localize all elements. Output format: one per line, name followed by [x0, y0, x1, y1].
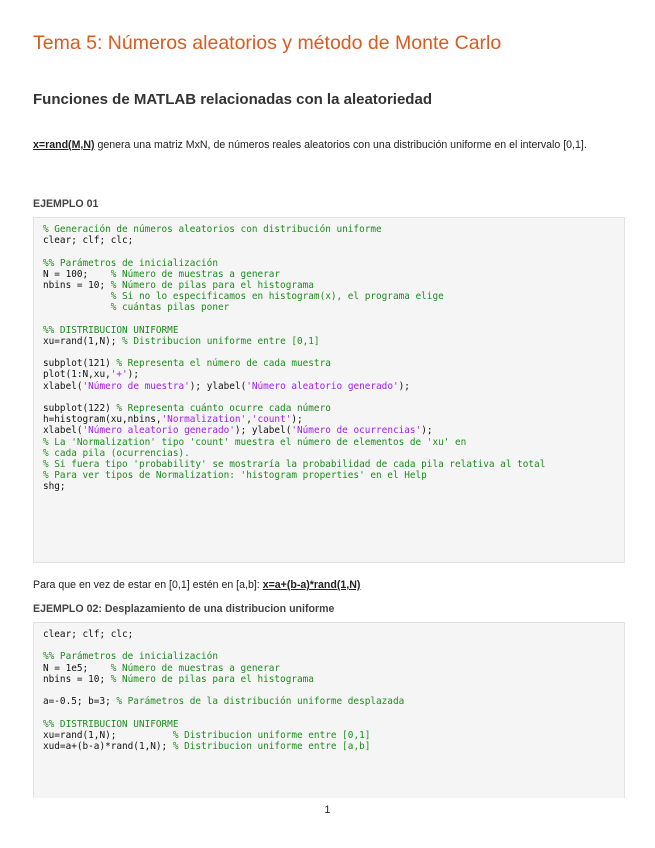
- code-comment: % La 'Normalization' tipo 'count' muestra el número de elementos de 'xu' en: [43, 436, 467, 448]
- code-line: [43, 381, 624, 392]
- code-comment: % Si no lo especificamos en histogram(x), el programa elige: [110, 291, 444, 303]
- code-string: 'Número de muestra': [82, 380, 190, 392]
- example-01-label: EJEMPLO 01: [33, 198, 99, 210]
- code-comment: % Número de pilas para el histograma: [110, 673, 314, 685]
- code-text: shg;: [43, 481, 66, 493]
- code-line: [43, 437, 624, 448]
- code-comment: %% Parámetros de inicialización: [43, 651, 218, 663]
- code-line: [43, 392, 624, 403]
- page-number: 1: [324, 804, 331, 816]
- code-text: N = 1e5;: [43, 662, 111, 674]
- code-text: );: [291, 414, 303, 426]
- code-comment: % cuántas pilas poner: [110, 302, 230, 314]
- code-comment: % Representa cuánto ocurre cada número: [116, 403, 331, 414]
- code-string: 'Número de ocurrencias': [291, 425, 422, 437]
- code-comment: % cada pila (ocurrencias).: [43, 447, 190, 459]
- code-text: N = 100;: [43, 268, 111, 280]
- code-line: [43, 347, 624, 358]
- example-02-label: EJEMPLO 02: Desplazamiento de una distribucion uniforme: [33, 603, 335, 615]
- code-text: ); ylabel(: [189, 380, 247, 392]
- code-line: [43, 246, 624, 257]
- code-line: [43, 663, 624, 674]
- code-string: 'Normalization': [161, 414, 247, 426]
- code-text: xu=rand(1,N);: [43, 335, 123, 347]
- code-line: [43, 629, 624, 640]
- code-line: [43, 336, 624, 347]
- code-comment: % Si fuera tipo 'probability' se mostraría la probabilidad de cada pila relativa al total: [43, 458, 546, 470]
- code-text: nbins = 10;: [43, 279, 111, 291]
- code-text: );: [421, 425, 433, 437]
- code-comment: % Para ver tipos de Normalization: 'histogram properties' en el Help: [43, 470, 427, 482]
- code-comment: % Distribucion uniforme entre [0,1]: [172, 729, 371, 741]
- code-comment: % Número de muestras a generar: [110, 662, 281, 674]
- code-string: '+': [110, 369, 128, 381]
- code-text: clear; clf; clc;: [43, 235, 134, 247]
- code-comment: % Número de pilas para el histograma: [110, 279, 314, 291]
- code-text: subplot(122): [43, 403, 117, 414]
- code-line: [43, 640, 624, 651]
- code-text: ,: [246, 414, 252, 426]
- code-text: h=histogram(xu,nbins,: [43, 414, 162, 426]
- code-line: [43, 651, 624, 662]
- code-text: clear; clf; clc;: [43, 629, 134, 640]
- code-text: nbins = 10;: [43, 673, 111, 685]
- code-line: [43, 481, 624, 492]
- code-text: xlabel(: [43, 425, 83, 437]
- code-text: );: [127, 369, 139, 381]
- code-line: [43, 302, 624, 313]
- code-block-example-01: [33, 217, 625, 563]
- code-comment: % Generación de números aleatorios con distribución uniforme: [43, 224, 382, 235]
- code-text: [43, 291, 111, 302]
- code-line: [43, 414, 624, 425]
- intro-text: genera una matriz MxN, de números reales aleatorios con una distribución uniforme en el intervalo [0,1].: [94, 139, 587, 151]
- code-line: [43, 741, 624, 752]
- code-comment: %% DISTRIBUCION UNIFORME: [43, 718, 179, 730]
- code-text: a=-0.5; b=3;: [43, 696, 117, 708]
- code-text: subplot(121): [43, 358, 117, 370]
- code-line: [43, 470, 624, 481]
- code-line: [43, 685, 624, 696]
- shift-paragraph: [33, 577, 360, 594]
- code-line: [43, 707, 624, 718]
- code-line: [43, 719, 624, 730]
- code-line: [43, 403, 624, 414]
- code-block-example-02: [33, 622, 625, 798]
- shift-formula: x=a+(b-a)*rand(1,N): [262, 579, 361, 591]
- code-line: [43, 325, 624, 336]
- code-comment: %% Parámetros de inicialización: [43, 257, 218, 269]
- code-line: [43, 291, 624, 302]
- code-line: [43, 314, 624, 325]
- code-text: );: [398, 380, 410, 392]
- code-line: [43, 224, 624, 235]
- code-comment: % Representa el número de cada muestra: [116, 358, 331, 370]
- code-string: 'count': [251, 414, 292, 426]
- shift-text: Para que en vez de estar en [0,1] estén en [a,b]:: [33, 579, 263, 591]
- code-line: [43, 235, 624, 246]
- code-line: [43, 674, 624, 685]
- code-line: [43, 425, 624, 436]
- code-comment: % Número de muestras a generar: [110, 268, 281, 280]
- code-comment: % Distribucion uniforme entre [a,b]: [172, 740, 371, 752]
- code-text: ); ylabel(: [234, 425, 292, 437]
- section-title: Funciones de MATLAB relacionadas con la aleatoriedad: [33, 91, 432, 108]
- code-text: xu=rand(1,N);: [43, 729, 173, 741]
- code-comment: %% DISTRIBUCION UNIFORME: [43, 324, 179, 336]
- code-string: 'Número aleatorio generado': [82, 425, 235, 437]
- code-line: [43, 358, 624, 369]
- code-line: [43, 269, 624, 280]
- page-title: Tema 5: Números aleatorios y método de Monte Carlo: [33, 32, 502, 54]
- code-text: [43, 302, 111, 313]
- code-line: [43, 448, 624, 459]
- rand-function-ref: x=rand(M,N): [33, 139, 95, 151]
- code-line: [43, 459, 624, 470]
- code-string: 'Número aleatorio generado': [246, 380, 399, 392]
- code-comment: % Distribucion uniforme entre [0,1]: [122, 335, 320, 347]
- intro-paragraph: [33, 137, 593, 154]
- code-comment: % Parámetros de la distribución uniforme desplazada: [116, 696, 405, 708]
- code-text: xlabel(: [43, 380, 83, 392]
- code-line: [43, 696, 624, 707]
- code-text: plot(1:N,xu,: [43, 369, 111, 381]
- code-line: [43, 730, 624, 741]
- code-line: [43, 369, 624, 380]
- code-line: [43, 280, 624, 291]
- code-text: xud=a+(b-a)*rand(1,N);: [43, 740, 173, 752]
- code-line: [43, 258, 624, 269]
